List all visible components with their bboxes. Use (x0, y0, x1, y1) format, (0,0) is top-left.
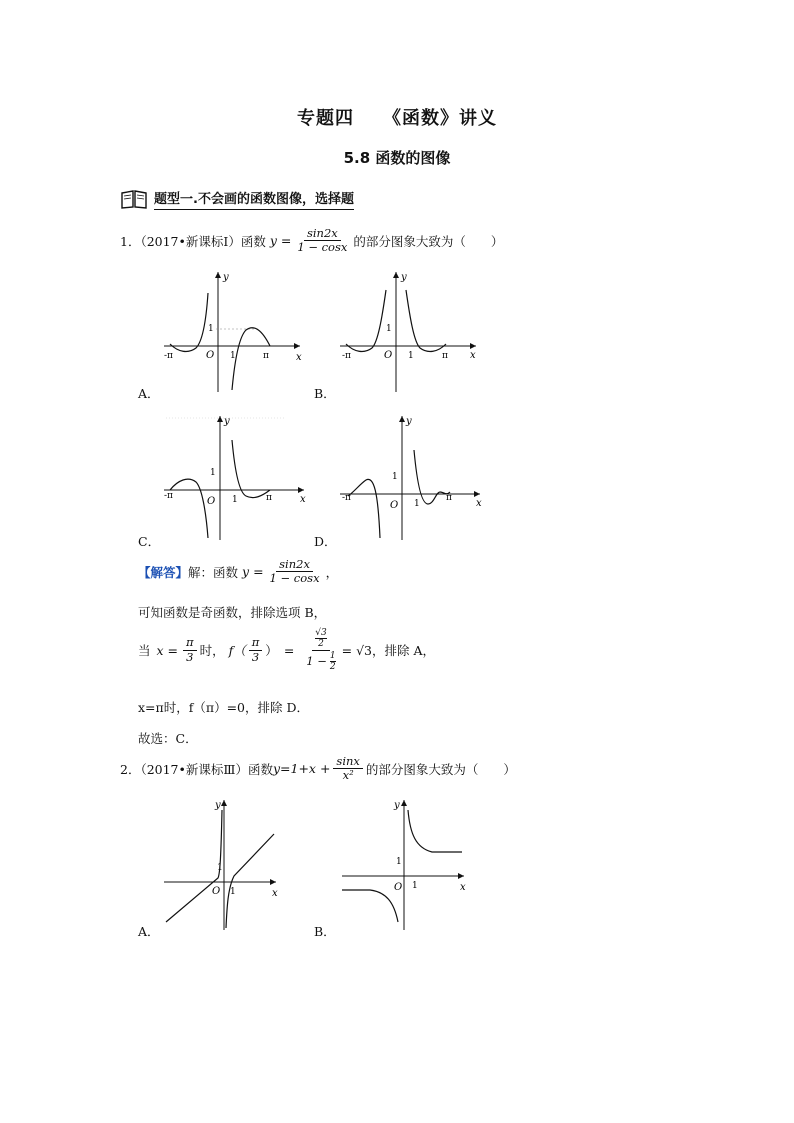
x-label: x (460, 882, 466, 893)
one-label: 1 (210, 468, 216, 478)
pi-label: π (442, 351, 448, 361)
neg-pi-label: -π (164, 491, 173, 501)
answer-pi: π (183, 636, 197, 650)
one-x-label: 1 (232, 495, 238, 505)
graph-q2-a (160, 796, 290, 932)
neg-pi-label: -π (342, 351, 351, 361)
answer-cf-num (312, 628, 329, 651)
answer-sqrt3: √3 (315, 628, 327, 638)
one-x-label: 1 (414, 499, 420, 509)
q2-prefix: 2．（2017•新课标Ⅲ）函数 (120, 761, 273, 777)
graph-q1-a (160, 268, 310, 396)
one-x-label: 1 (412, 881, 418, 891)
pi-label: π (263, 351, 269, 361)
q2-option-b: B． (314, 924, 336, 939)
x-label: x (300, 494, 306, 505)
q2-option-a: A． (138, 924, 160, 939)
answer-line-5: 故选：C． (138, 731, 198, 746)
answer-f: f（ (228, 643, 246, 659)
q1-prefix: 1．（2017•新课标Ⅰ）函数 (120, 233, 266, 249)
graph-q1-b (336, 268, 486, 396)
answer-two: 2 (318, 639, 324, 650)
q1-frac-den: 1 − cosx (297, 240, 348, 255)
page-title: 专题四 《函数》讲义 (296, 108, 498, 129)
answer-three: 3 (186, 649, 194, 664)
x-label: x (476, 498, 482, 509)
one-label: 1 (396, 857, 402, 867)
q1-y: y = (269, 233, 292, 249)
q2-eq: y=1+x + (272, 761, 331, 777)
answer-f-end: ） (265, 643, 278, 659)
q1-option-c: C． (138, 534, 161, 549)
q1-option-a: A． (138, 386, 160, 401)
answer-pi-b: π (249, 636, 263, 650)
one-x-label: 1 (408, 351, 414, 361)
answer-line3-x: x = (156, 642, 179, 658)
question-1 (120, 227, 503, 254)
answer-half (330, 651, 336, 673)
y-label: y (224, 416, 230, 427)
q1-fraction (294, 227, 350, 254)
section-heading (120, 188, 354, 210)
answer-pi-over-3 (183, 636, 197, 663)
answer-frac-num: sin2x (276, 558, 313, 572)
y-label: y (223, 272, 229, 283)
answer-frac-den: 1 − cosx (269, 571, 320, 586)
answer-line3-a: 当 (138, 643, 151, 659)
answer-complex-fraction (303, 628, 338, 672)
answer-one: 1 (329, 650, 336, 661)
one-label: 1 (392, 472, 398, 482)
answer-line3-res: = √3，排除 A， (341, 643, 436, 659)
answer-y: y = (242, 564, 264, 580)
q1-option-b: B． (314, 386, 336, 401)
answer-pi-over-3-b (249, 636, 263, 663)
answer-eq: = (283, 642, 295, 658)
one-label: 1 (217, 863, 223, 873)
origin-label: O (212, 886, 221, 897)
one-x-label: 1 (230, 351, 236, 361)
graph-q2-b (336, 796, 476, 932)
origin-label: O (390, 500, 399, 511)
y-label: y (215, 800, 221, 811)
y-label: y (406, 416, 412, 427)
answer-line-4: x=π时，f（π）=0，排除 D． (138, 700, 310, 715)
answer-line-2: 可知函数是奇函数，排除选项 B， (138, 605, 327, 620)
q2-suffix: 的部分图象大致为（ ） (365, 761, 516, 777)
answer-line1-prefix: 解：函数 (188, 564, 239, 580)
book-icon (120, 189, 148, 209)
q2-frac-den: x² (342, 768, 354, 783)
one-label: 1 (208, 324, 214, 334)
y-label: y (394, 800, 400, 811)
page-subtitle: 5.8 函数的图像 (343, 149, 451, 167)
q1-suffix: 的部分图象大致为（ ） (353, 233, 504, 249)
neg-pi-label: -π (342, 493, 351, 503)
q2-frac-num: sinx (333, 755, 362, 769)
origin-label: O (206, 350, 215, 361)
one-x-label: 1 (230, 887, 236, 897)
q1-frac-num: sin2x (304, 227, 341, 241)
origin-label: O (384, 350, 393, 361)
answer-line-3 (138, 628, 435, 672)
answer-line1-end: ， (325, 564, 339, 580)
answer-cf-den (303, 651, 338, 673)
neg-pi-label: -π (164, 351, 173, 361)
y-label: y (401, 272, 407, 283)
question-2 (120, 755, 516, 782)
x-label: x (296, 352, 302, 363)
q2-fraction (333, 755, 362, 782)
origin-label: O (394, 882, 403, 893)
answer-line-1 (138, 558, 338, 585)
graph-q1-d (336, 412, 486, 542)
pi-label: π (266, 493, 272, 503)
x-label: x (470, 350, 476, 361)
section-label: 题型一.不会画的函数图像，选择题 (154, 188, 354, 210)
answer-three-b: 3 (251, 649, 260, 664)
pi-label: π (446, 493, 452, 503)
origin-label: O (207, 496, 216, 507)
x-label: x (272, 888, 278, 899)
answer-line3-b: 时， (199, 643, 225, 659)
q1-option-d: D． (314, 534, 337, 549)
one-label: 1 (386, 324, 392, 334)
answer-one-minus: 1 − (306, 653, 327, 668)
answer-tag: 【解答】 (138, 564, 189, 580)
answer-two-b: 2 (329, 662, 336, 673)
graph-q1-c (160, 412, 310, 542)
answer-fraction (267, 558, 323, 585)
